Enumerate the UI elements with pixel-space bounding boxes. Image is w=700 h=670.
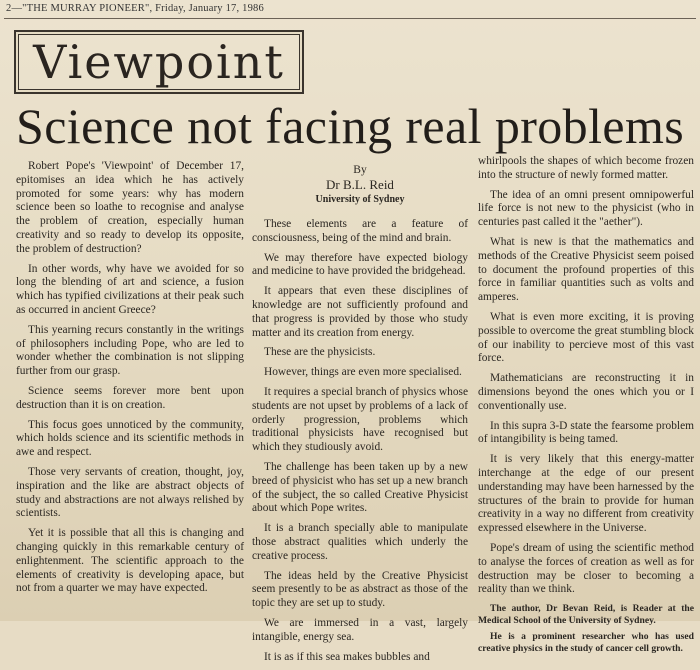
- paragraph: Mathematicians are reconstructing it in dimensions beyond the ones which you or I conventionally use.: [478, 372, 694, 412]
- paragraph: The challenge has been taken up by a new breed of physicist who has set up a new branch of the subject, the so called Creative Physicist about which Pope writes.: [252, 460, 468, 515]
- paragraph: It appears that even these disciplines of knowledge are not sufficiently profound and that progress is provided by those who study matter and its creation from energy.: [252, 285, 468, 339]
- headline: Science not facing real problems: [16, 98, 685, 154]
- paragraph: It is as if this sea makes bubbles and: [264, 650, 430, 663]
- credit-line: He is a prominent researcher who has used creative physics in the study of cancer cell growth.: [478, 631, 694, 655]
- paragraph: whirlpools the shapes of which become frozen into the structure of newly formed matter.: [478, 155, 694, 181]
- byline: [252, 163, 468, 207]
- paragraph: Those very servants of creation, thought, joy, inspiration and the like are abstract objects of study and abstractions are not always relished by scientists.: [16, 465, 244, 520]
- paragraph: It is very likely that this energy-matter interchange at the edge of our present understanding may have been harnessed by the structures of the brain to provide for human creativity in a way no different from creativity expressed elsewhere in the Universe.: [478, 453, 694, 535]
- paragraph: This yearning recurs constantly in the writings of philosophers including Pope, who are led to wonder whether the combination is not slipping further from our grasp.: [16, 323, 244, 378]
- byline-author: Dr B.L. Reid: [326, 177, 394, 192]
- paragraph: We are immersed in a vast, largely intangible, energy sea.: [252, 616, 468, 643]
- column-3: [478, 155, 694, 655]
- paragraph: We may therefore have expected biology and medicine to have provided the bridgehead.: [252, 251, 468, 278]
- paragraph: These elements are a feature of consciousness, being of the mind and brain.: [252, 218, 468, 244]
- paragraph: Science seems forever more bent upon destruction than it is on creation.: [16, 384, 244, 411]
- paragraph: What is new is that the mathematics and methods of the Creative Physicist seem poised to document the profound properties of this force in familiar quantities such as volts and amperes.: [478, 235, 694, 304]
- paragraph: The ideas held by the Creative Physicist seem presently to be as abstract as those of the topic they are set up to study.: [252, 569, 468, 610]
- paragraph: It is a branch specially able to manipulate those abstract qualities which underly the creative process.: [252, 522, 468, 562]
- paragraph: Pope's dream of using the scientific method to analyse the forces of creation as well as for destruction may be closer to becoming a reality than we think.: [478, 541, 694, 596]
- paragraph: However, things are even more specialised.: [264, 366, 462, 379]
- byline-affiliation: University of Sydney: [315, 194, 405, 205]
- column-2: [252, 218, 468, 670]
- byline-by: By: [353, 164, 367, 176]
- section-title-box: [14, 30, 304, 94]
- column-1: [16, 160, 244, 602]
- top-rule: [4, 18, 696, 19]
- paragraph: This focus goes unnoticed by the community, which holds science and its scientific methods in awe and respect.: [16, 418, 244, 459]
- paragraph: Yet it is possible that all this is changing and changing quickly in this remarkable century of enlightenment. The scientific approach to the elements of creativity is developing apace, but not from a quarter we may have expected.: [16, 527, 244, 595]
- paragraph: In other words, why have we avoided for so long the blending of art and science, a fusion which has typified civilizations at their peak such as occurred in ancient Greece?: [16, 262, 244, 316]
- paragraph: What is even more exciting, it is proving possible to overcome the great stumbling block of our inability to percieve most of this vast force.: [478, 310, 694, 365]
- paragraph: These are the physicists.: [264, 346, 376, 359]
- paragraph: Robert Pope's 'Viewpoint' of December 17, epitomises an idea which he has actively promoted for some years: why has modern science been so loathe to recognise and analyse the problem of creation, especially human creativity and so ready to develop its opposite, the problem of destruction?: [16, 160, 244, 255]
- paragraph: It requires a special branch of physics whose students are not upset by problems of a lack of orderly progression, problems which traditional physicists have recognised but which they studiously avoid.: [252, 385, 469, 454]
- paragraph: In this supra 3-D state the fearsome problem of intangibility is being tamed.: [478, 419, 694, 446]
- credit-line: The author, Dr Bevan Reid, is Reader at the Medical School of the University of Sydney.: [478, 603, 694, 627]
- author-credit: [478, 603, 694, 655]
- section-title: Viewpoint: [33, 35, 285, 89]
- masthead: 2—"THE MURRAY PIONEER", Friday, January 17, 1986: [6, 3, 264, 14]
- paragraph: The idea of an omni present omnipowerful life force is not new to the physicist (who in centuries past called it the "aether").: [478, 188, 694, 229]
